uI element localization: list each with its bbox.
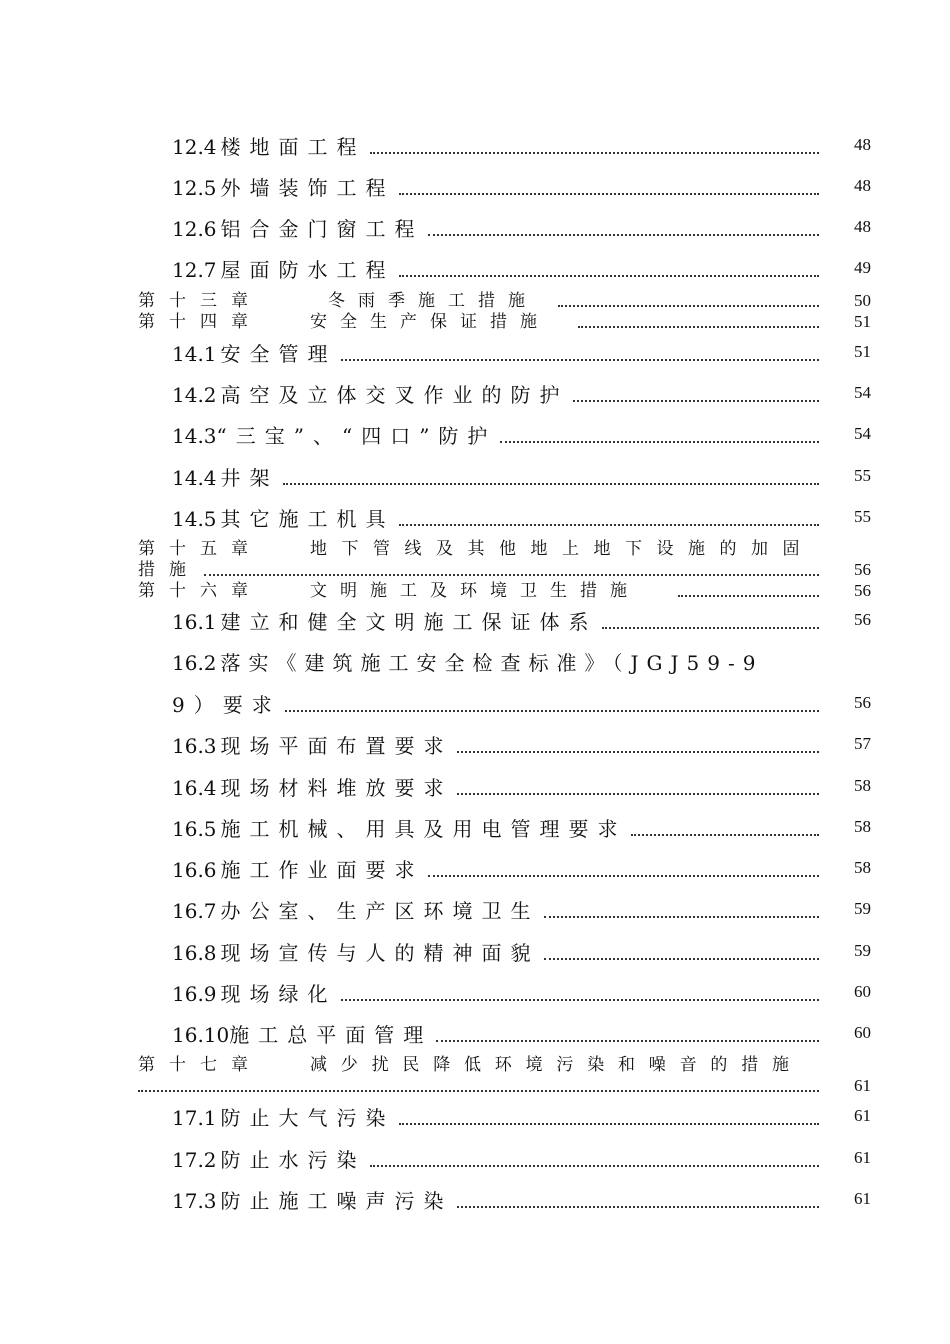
page-number: 61 (854, 1148, 871, 1167)
section-title: 安全管理 (220, 342, 337, 366)
toc-entry-16-4[interactable] (172, 772, 871, 802)
toc-chapter-17-cont[interactable] (138, 1076, 871, 1096)
page-number: 56 (854, 581, 871, 600)
toc-chapter-14[interactable] (138, 312, 871, 332)
section-number: 16.1 (172, 610, 217, 634)
dot-leader (370, 1163, 819, 1167)
page-number: 54 (854, 424, 871, 443)
section-number: 16.5 (172, 817, 217, 841)
toc-entry-17-2[interactable] (172, 1144, 871, 1174)
dot-leader (457, 791, 819, 795)
toc-entry-16-8[interactable] (172, 937, 871, 967)
dot-leader (399, 273, 819, 277)
page-number: 48 (854, 135, 871, 154)
section-number: 17.1 (172, 1106, 217, 1130)
section-title: 屋面防水工程 (220, 258, 395, 282)
section-number: 12.5 (172, 176, 217, 200)
dot-leader (428, 873, 819, 877)
dot-leader (457, 1204, 819, 1208)
page-number: 51 (854, 312, 871, 331)
dot-leader (544, 956, 819, 960)
section-title: 防止水污染 (220, 1148, 366, 1172)
section-number: 14.5 (172, 507, 217, 531)
section-number: 12.6 (172, 217, 217, 241)
toc-entry-12-5[interactable] (172, 172, 871, 202)
section-number: 16.4 (172, 776, 217, 800)
section-title: 现场平面布置要求 (220, 734, 453, 758)
dot-leader (500, 439, 819, 443)
section-number: 12.4 (172, 135, 217, 159)
chapter-label: 第十六章 (138, 581, 262, 601)
chapter-label: 第十四章 (138, 312, 262, 332)
page-number: 61 (854, 1076, 871, 1095)
section-title: 施工总平面管理 (229, 1023, 433, 1047)
toc-entry-16-10[interactable] (172, 1019, 871, 1049)
toc-chapter-15-cont[interactable] (138, 560, 871, 580)
toc-entry-14-3[interactable] (172, 420, 871, 450)
chapter-title: 地下管线及其他地上地下设施的加固 (310, 539, 814, 559)
section-number: 16.3 (172, 734, 217, 758)
chapter-title-continued: 措施 (138, 560, 200, 580)
page-number: 59 (854, 899, 871, 918)
dot-leader (578, 324, 819, 328)
section-title-continued: 9）要求 (172, 693, 281, 717)
toc-chapter-17[interactable] (138, 1055, 835, 1075)
section-number: 16.6 (172, 858, 217, 882)
dot-leader (558, 303, 819, 307)
dot-leader (399, 1121, 819, 1125)
dot-leader (138, 1088, 819, 1092)
section-title: 建立和健全文明施工保证体系 (220, 610, 598, 634)
dot-leader (678, 593, 819, 597)
toc-entry-12-6[interactable] (172, 213, 871, 243)
page-number: 50 (854, 291, 871, 310)
page-number: 60 (854, 1023, 871, 1042)
section-number: 17.2 (172, 1148, 217, 1172)
toc-entry-16-3[interactable] (172, 730, 871, 760)
toc-entry-17-1[interactable] (172, 1102, 871, 1132)
section-title: 现场材料堆放要求 (220, 776, 453, 800)
page-number: 51 (854, 342, 871, 361)
dot-leader (573, 398, 819, 402)
toc-entry-16-9[interactable] (172, 978, 871, 1008)
section-title: 其它施工机具 (220, 507, 395, 531)
toc-entry-16-1[interactable] (172, 606, 871, 636)
section-number: 16.7 (172, 899, 217, 923)
dot-leader (283, 481, 819, 485)
page-number: 58 (854, 858, 871, 877)
dot-leader (457, 749, 819, 753)
section-title: 施工作业面要求 (220, 858, 424, 882)
chapter-label: 第十五章 (138, 539, 262, 559)
section-title: 落实《建筑施工安全检查标准》（JGJ59-9 (220, 651, 764, 675)
page-number: 59 (854, 941, 871, 960)
section-title: 铝合金门窗工程 (220, 217, 424, 241)
section-title: 高空及立体交叉作业的防护 (220, 383, 569, 407)
toc-entry-12-7[interactable] (172, 254, 871, 284)
page-number: 56 (854, 610, 871, 629)
page-number: 54 (854, 383, 871, 402)
section-number: 14.1 (172, 342, 217, 366)
chapter-title: 减少扰民降低环境污染和噪音的措施 (310, 1055, 803, 1075)
section-title: 现场绿化 (220, 982, 337, 1006)
chapter-label: 第十七章 (138, 1055, 262, 1075)
page-number: 61 (854, 1189, 871, 1208)
page-number: 56 (854, 560, 871, 579)
section-title: 施工机械、用具及用电管理要求 (220, 817, 627, 841)
toc-entry-16-5[interactable] (172, 813, 871, 843)
dot-leader (602, 625, 819, 629)
page-number: 55 (854, 507, 871, 526)
page-number: 60 (854, 982, 871, 1001)
section-title: 井架 (220, 466, 279, 490)
section-number: 17.3 (172, 1189, 217, 1213)
page-number: 57 (854, 734, 871, 753)
section-number: 14.4 (172, 466, 217, 490)
toc-entry-14-1[interactable] (172, 338, 871, 368)
dot-leader (341, 357, 819, 361)
section-title: 楼地面工程 (220, 135, 366, 159)
chapter-title: 冬雨季施工措施 (328, 291, 538, 311)
section-number: 14.2 (172, 383, 217, 407)
dot-leader (204, 572, 819, 576)
chapter-title: 安全生产保证措施 (310, 312, 550, 332)
toc-entry-17-3[interactable] (172, 1185, 871, 1215)
page-number: 48 (854, 217, 871, 236)
toc-entry-16-6[interactable] (172, 854, 871, 884)
section-number: 16.8 (172, 941, 217, 965)
toc-chapter-15[interactable] (138, 539, 835, 559)
page-number: 55 (854, 466, 871, 485)
page-number: 49 (854, 258, 871, 277)
dot-leader (399, 191, 819, 195)
dot-leader (428, 232, 819, 236)
toc-entry-14-4[interactable] (172, 462, 871, 492)
section-number: 14.3 (172, 424, 217, 448)
section-title: 防止施工噪声污染 (220, 1189, 453, 1213)
toc-entry-16-2-cont[interactable] (172, 689, 871, 719)
dot-leader (436, 1038, 819, 1042)
section-number: 16.2 (172, 651, 217, 675)
section-title: 外墙装饰工程 (220, 176, 395, 200)
dot-leader (370, 150, 819, 154)
page-number: 48 (854, 176, 871, 195)
page-number: 61 (854, 1106, 871, 1125)
section-title: “三宝”、“四口”防护 (216, 424, 497, 448)
section-number: 12.7 (172, 258, 217, 282)
section-title: 办公室、生产区环境卫生 (220, 899, 540, 923)
page-number: 58 (854, 776, 871, 795)
section-title: 防止大气污染 (220, 1106, 395, 1130)
toc-entry-14-5[interactable] (172, 503, 871, 533)
toc-entry-14-2[interactable] (172, 379, 871, 409)
chapter-title: 文明施工及环境卫生措施 (310, 581, 640, 601)
toc-chapter-13[interactable] (138, 291, 871, 311)
toc-entry-16-2[interactable] (172, 647, 840, 677)
dot-leader (631, 832, 819, 836)
page-number: 58 (854, 817, 871, 836)
dot-leader (544, 914, 819, 918)
section-title: 现场宣传与人的精神面貌 (220, 941, 540, 965)
section-number: 16.10 (172, 1023, 230, 1047)
dot-leader (399, 522, 819, 526)
dot-leader (341, 997, 819, 1001)
dot-leader (285, 708, 819, 712)
toc-entry-12-4[interactable] (172, 131, 871, 161)
chapter-label: 第十三章 (138, 291, 262, 311)
page-number: 56 (854, 693, 871, 712)
toc-chapter-16[interactable] (138, 581, 871, 601)
toc-entry-16-7[interactable] (172, 895, 871, 925)
section-number: 16.9 (172, 982, 217, 1006)
